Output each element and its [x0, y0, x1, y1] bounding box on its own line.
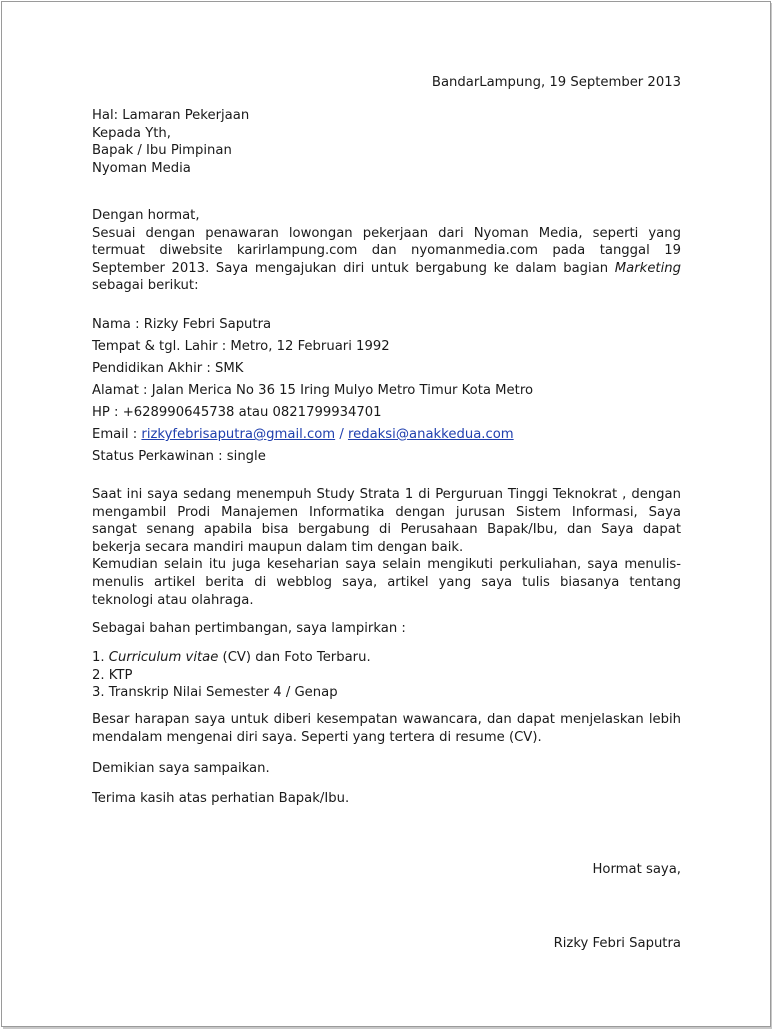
intro-line-3: [92, 260, 681, 278]
attachment-item-1: [92, 649, 681, 667]
email-label: Email :: [92, 427, 142, 442]
subject-line: Hal: Lamaran Pekerjaan: [92, 108, 250, 123]
personal-marital: Status Perkawinan : single: [92, 449, 266, 464]
recipient-company: Nyoman Media: [92, 160, 191, 176]
body-line-6: menulis artikel berita di webblog saya, artikel yang saya tulis biasanya tentang: [92, 574, 681, 590]
personal-email: [92, 424, 681, 446]
intro-block: [92, 207, 681, 295]
closing-line-2: Terima kasih atas perhatian Bapak/Ibu.: [92, 791, 350, 806]
attachment-1-num: 1.: [92, 650, 109, 665]
intro-line-1: Sesuai dengan penawaran lowongan pekerjaan dari Nyoman Media, seperti yang: [92, 225, 681, 241]
body-line-2: mengambil Prodi Manajemen Informatika dengan jurusan Sistem Informasi, Saya: [92, 504, 681, 520]
personal-education: Pendidikan Akhir : SMK: [92, 361, 244, 376]
attachment-1-rest: (CV) dan Foto Terbaru.: [218, 650, 371, 665]
intro-line-4: sebagai berikut:: [92, 278, 199, 294]
signoff: Hormat saya,: [592, 862, 681, 877]
attachments-intro: Sebagai bahan pertimbangan, saya lampirkan :: [92, 621, 406, 636]
personal-name: Nama : Rizky Febri Saputra: [92, 317, 272, 332]
personal-address: Alamat : Jalan Merica No 36 15 Iring Mulyo Metro Timur Kota Metro: [92, 383, 534, 398]
personal-data: [92, 314, 681, 468]
email-link-redaksi[interactable]: redaksi@anakkedua.com: [347, 427, 514, 442]
recipient-title: Bapak / Ibu Pimpinan: [92, 143, 232, 159]
personal-birth: Tempat & tgl. Lahir : Metro, 12 Februari 1992: [92, 339, 390, 354]
hope-line-1: Besar harapan saya untuk diberi kesempatan wawancara, dan dapat menjelaskan lebih: [92, 712, 681, 727]
email-link-gmail[interactable]: rizkyfebrisaputra@gmail.com: [141, 427, 336, 442]
intro-marketing: Marketing: [614, 260, 681, 276]
email-separator: /: [335, 427, 348, 442]
body-line-3: sangat senang apabila bisa bergabung di Perusahaan Bapak/Ibu, dan Saya dapat: [92, 522, 681, 538]
intro-line-3-text: September 2013. Saya mengajukan diri untuk bergabung ke dalam bagian: [92, 260, 609, 276]
personal-phone: HP : +628990645738 atau 0821799934701: [92, 405, 382, 420]
greeting: Dengan hormat,: [92, 208, 200, 223]
attachment-item-2: 2. KTP: [92, 667, 133, 683]
closing-line-1: Demikian saya sampaikan.: [92, 761, 270, 776]
header-block: [92, 107, 681, 177]
body-line-5: Kemudian selain itu juga keseharian saya selain mengikuti perkuliahan, saya menulis-: [92, 557, 681, 573]
letter-page: [1, 1, 771, 1027]
place-date: BandarLampung, 19 September 2013: [431, 75, 681, 90]
hope-paragraph: [92, 711, 681, 746]
signature-name: Rizky Febri Saputra: [553, 936, 681, 951]
hope-line-2: mendalam mengenai diri saya. Seperti yang tertera di resume (CV).: [92, 729, 542, 745]
intro-line-2: termuat diwebsite karirlampung.com dan nyomanmedia.com pada tanggal 19: [92, 243, 681, 259]
recipient-to: Kepada Yth,: [92, 125, 171, 141]
body-line-1: Saat ini saya sedang menempuh Study Strata 1 di Perguruan Tinggi Teknokrat , dengan: [92, 487, 681, 502]
attachment-1-cv: Curriculum vitae: [108, 650, 219, 665]
body-line-4: bekerja secara mandiri maupun dalam tim dengan baik.: [92, 539, 464, 555]
attachment-item-3: 3. Transkrip Nilai Semester 4 / Genap: [92, 685, 338, 701]
body-line-7: teknologi atau olahraga.: [92, 592, 254, 608]
body-paragraph: [92, 486, 681, 609]
attachments-list: [92, 649, 681, 702]
